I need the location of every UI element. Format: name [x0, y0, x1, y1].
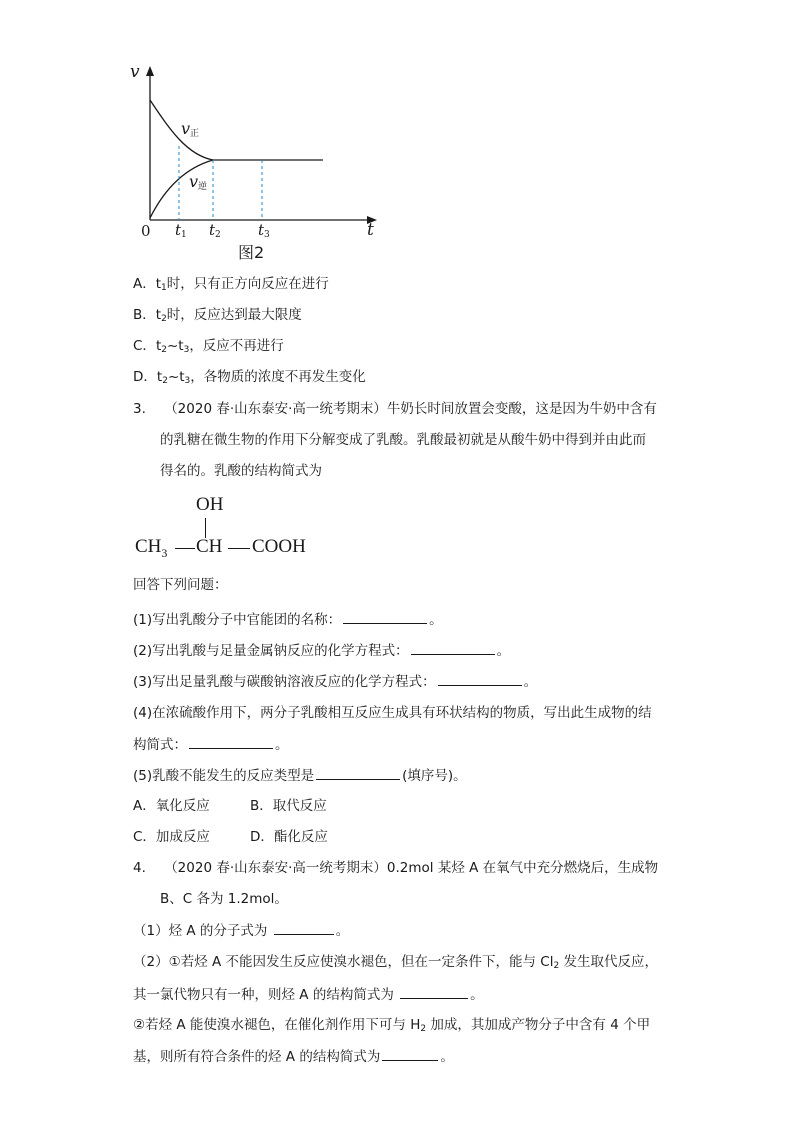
q3-line1: 3. （2020 春·山东泰安·高一统考期末）牛奶长时间放置会变酸，这是因为牛奶中含有 — [133, 401, 657, 417]
q2-option-b: B．$t_2$时，反应达到最大限度 — [133, 307, 302, 324]
q4-number: 4. — [133, 860, 146, 876]
q4-part2-line2: 其一氯代物只有一种，则烃 A 的结构简式为 。 — [133, 984, 484, 1005]
q3-number: 3. — [133, 401, 146, 417]
tick-t3: $t_3$ — [258, 221, 270, 240]
q3-sub3: (3)写出足量乳酸与碳酸钠溶液反应的化学方程式： 。 — [133, 671, 537, 692]
q3-prompt: 回答下列问题： — [133, 577, 228, 593]
q3-option-d: D．酯化反应 — [250, 829, 328, 845]
q3-sub4-line1: (4)在浓硫酸作用下，两分子乳酸相互反应生成具有环状结构的物质，写出此生成物的结 — [133, 705, 652, 721]
q2-option-a: A．$t_1$时，只有正方向反应在进行 — [133, 276, 329, 293]
answer-blank[interactable] — [382, 1046, 438, 1061]
q3-sub1: (1)写出乳酸分子中官能团的名称： 。 — [133, 609, 443, 630]
answer-blank[interactable] — [438, 671, 522, 686]
formula-bond-right — [228, 548, 250, 549]
answer-blank[interactable] — [411, 640, 495, 655]
rate-time-graph — [125, 60, 395, 240]
reverse-rate-label: $v_逆$ — [189, 172, 208, 192]
formula-ch3: $CH_3$ — [135, 536, 168, 560]
q3-option-a: A．氧化反应 — [133, 798, 210, 814]
forward-rate-label: $v_正$ — [181, 119, 200, 139]
q4-part2-line1: （2）①若烃 A 不能因发生反应使溴水褪色，但在一定条件下，能与 $Cl_2$ 发生取代反应， — [133, 954, 659, 971]
answer-blank[interactable] — [274, 920, 334, 935]
answer-blank[interactable] — [343, 609, 427, 624]
q3-sub4-line2: 构简式： 。 — [133, 734, 289, 755]
formula-vertical-bond — [205, 518, 206, 538]
answer-blank[interactable] — [400, 984, 468, 999]
formula-cooh: COOH — [252, 536, 306, 557]
q3-source: （2020 春·山东泰安·高一统考期末） — [164, 401, 387, 417]
formula-ch: CH — [196, 536, 223, 557]
tick-t2: $t_2$ — [209, 221, 221, 240]
q3-sub2: (2)写出乳酸与足量金属钠反应的化学方程式： 。 — [133, 640, 510, 661]
q3-option-b: B．取代反应 — [250, 798, 327, 814]
q3-option-c: C．加成反应 — [133, 829, 210, 845]
q2-option-d: D．$t_2\sim t_3$，各物质的浓度不再发生变化 — [133, 369, 366, 386]
q4-line2: B、C 各为 1.2mol。 — [160, 891, 288, 907]
answer-blank[interactable] — [316, 765, 400, 780]
lactic-acid-formula — [135, 494, 335, 564]
q3-sub5: (5)乳酸不能发生的反应类型是 (填序号)。 — [133, 765, 467, 786]
rate-time-figure — [125, 60, 395, 265]
q3-line3: 得名的。乳酸的结构简式为 — [160, 463, 322, 479]
q2-option-c: C．$t_2\sim t_3$，反应不再进行 — [133, 338, 284, 355]
q4-line1: 4. （2020 春·山东泰安·高一统考期末）0.2mol 某烃 A 在氧气中充分燃烧后，生成物 — [133, 860, 659, 876]
tick-t1: $t_1$ — [175, 221, 187, 240]
formula-bond-left — [175, 548, 195, 549]
q4-part1: （1）烃 A 的分子式为 。 — [133, 920, 349, 941]
q4-part3-line2: 基，则所有符合条件的烃 A 的结构简式为 。 — [133, 1046, 454, 1067]
y-axis-arrow — [146, 66, 154, 76]
figure-caption: 图2 — [238, 243, 265, 262]
q4-part3-line1: ②若烃 A 能使溴水褪色，在催化剂作用下可与 $H_2$ 加成，其加成产物分子中含有 4 个甲 — [133, 1017, 651, 1034]
origin-label: 0 — [141, 222, 151, 240]
y-axis-label: v — [130, 62, 140, 82]
q3-line2: 的乳糖在微生物的作用下分解变成了乳酸。乳酸最初就是从酸牛奶中得到并由此而 — [160, 432, 646, 448]
formula-oh: OH — [196, 494, 224, 515]
x-axis-label: t — [367, 220, 374, 240]
answer-blank[interactable] — [189, 734, 273, 749]
